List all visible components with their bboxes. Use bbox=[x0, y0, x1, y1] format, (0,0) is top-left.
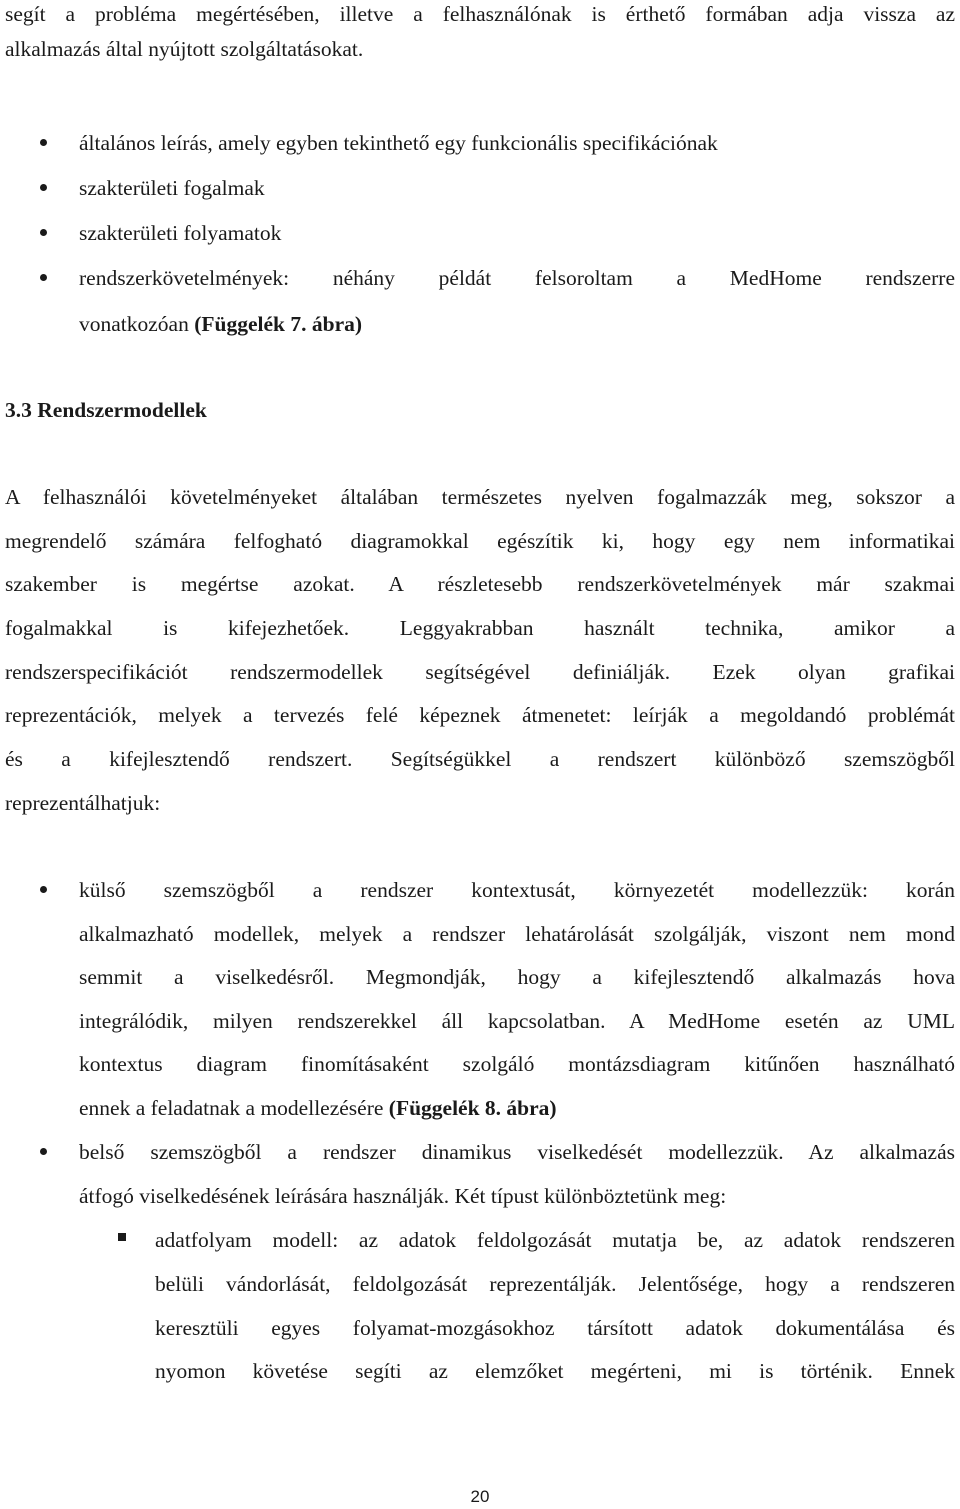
list-item-continuation: vonatkozóan (Függelék 7. ábra) bbox=[79, 312, 363, 336]
figure-reference: (Függelék 8. ábra) bbox=[388, 1096, 557, 1120]
sublist-item-line: adatfolyam modell: az adatok feldolgozását mutatja be, az adatok rendszeren bbox=[155, 1228, 955, 1252]
list-item-line: átfogó viselkedésének leírására használják. Két típust különböztetünk meg: bbox=[79, 1184, 727, 1208]
list-item-line: belső szemszögből a rendszer dinamikus viselkedését modellezzük. Az alkalmazás bbox=[79, 1140, 955, 1164]
list-item: általános leírás, amely egyben tekinthető egy funkcionális specifikációnak bbox=[79, 131, 718, 155]
square-bullet-icon bbox=[118, 1233, 126, 1241]
list-item-line: semmit a viselkedésről. Megmondják, hogy a kifejlesztendő alkalmazás hova bbox=[79, 965, 955, 989]
list-item: szakterületi folyamatok bbox=[79, 221, 282, 245]
paragraph-line: reprezentálhatjuk: bbox=[5, 791, 161, 815]
bullet-icon bbox=[40, 139, 47, 146]
intro-line-2: alkalmazás által nyújtott szolgáltatásokat. bbox=[5, 37, 364, 61]
paragraph-line: szakember is megértse azokat. A részletesebb rendszerkövetelmények már szakmai bbox=[5, 572, 955, 596]
sublist-item-line: belüli vándorlását, feldolgozását reprezentálják. Jelentősége, hogy a rendszeren bbox=[155, 1272, 955, 1296]
list-item: rendszerkövetelmények: néhány példát felsoroltam a MedHome rendszerre bbox=[79, 266, 955, 290]
list-item-line: alkalmazható modellek, melyek a rendszer lehatárolását szolgálják, viszont nem mond bbox=[79, 922, 955, 946]
figure-reference: (Függelék 7. ábra) bbox=[194, 312, 363, 336]
paragraph-line: fogalmakkal is kifejezhetőek. Leggyakrabban használt technika, amikor a bbox=[5, 616, 955, 640]
page-number: 20 bbox=[470, 1487, 490, 1506]
bullet-icon bbox=[40, 1148, 47, 1155]
list-item-line: kontextus diagram finomításaként szolgáló montázsdiagram kitűnően használható bbox=[79, 1052, 955, 1076]
bullet-icon bbox=[40, 274, 47, 281]
section-title: 3.3 Rendszermodellek bbox=[5, 398, 207, 422]
paragraph-line: megrendelő számára felfogható diagramokkal egészítik ki, hogy egy nem informatikai bbox=[5, 529, 955, 553]
paragraph-line: A felhasználói követelményeket általában természetes nyelven fogalmazzák meg, sokszor a bbox=[5, 485, 955, 509]
sublist-item-line: keresztüli egyes folyamat-mozgásokhoz társított adatok dokumentálása és bbox=[155, 1316, 955, 1340]
paragraph-line: és a kifejlesztendő rendszert. Segítségükkel a rendszert különböző szemszögből bbox=[5, 747, 955, 771]
bullet-icon bbox=[40, 229, 47, 236]
list-item-line: integrálódik, milyen rendszerekkel áll kapcsolatban. A MedHome esetén az UML bbox=[79, 1009, 955, 1033]
list-item-line: külső szemszögből a rendszer kontextusát, környezetét modellezzük: korán bbox=[79, 878, 955, 902]
sublist-item-line: nyomon követése segíti az elemzőket megérteni, mi is történik. Ennek bbox=[155, 1359, 955, 1383]
list-item-line: ennek a feladatnak a modellezésére (Függelék 8. ábra) bbox=[79, 1096, 557, 1120]
paragraph-line: rendszerspecifikációt rendszermodellek segítségével definiálják. Ezek olyan grafikai bbox=[5, 660, 955, 684]
bullet-icon bbox=[40, 886, 47, 893]
intro-line-1: segít a probléma megértésében, illetve a felhasználónak is érthető formában adja vissza az bbox=[5, 2, 955, 26]
bullet-icon bbox=[40, 184, 47, 191]
paragraph-line: reprezentációk, melyek a tervezés felé képeznek átmenetet: leírják a megoldandó problémát bbox=[5, 703, 955, 727]
list-item: szakterületi fogalmak bbox=[79, 176, 265, 200]
